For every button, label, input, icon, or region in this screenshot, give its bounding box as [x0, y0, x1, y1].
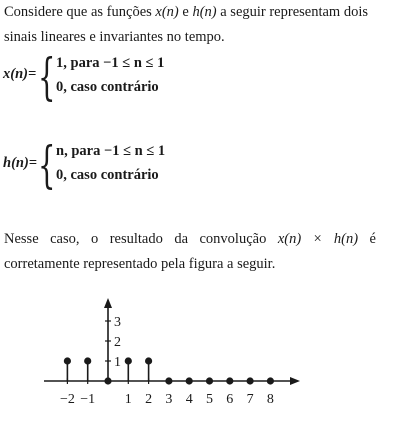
stem-point [186, 377, 193, 384]
convolution-expression: x(n) × h(n) [277, 231, 359, 247]
stem-point [165, 377, 172, 384]
stem-point [145, 357, 152, 364]
stem-point [226, 377, 233, 384]
question-line-2: corretamente representado pela figura a seguir. [4, 256, 276, 272]
stem-point [267, 377, 274, 384]
x-tick-label: 1 [124, 392, 132, 407]
question-text-end: é [358, 231, 376, 247]
stem-point [247, 377, 254, 384]
h-def-label: h(n)= [3, 155, 38, 171]
x-axis-arrow [290, 377, 300, 385]
x-tick-label: 2 [145, 392, 153, 407]
intro-line-2: sinais lineares e invariantes no tempo. [4, 29, 225, 45]
x-function-name: x(n) [155, 4, 179, 20]
x-def-label: x(n)= [3, 66, 37, 82]
y-tick-label: 3 [114, 315, 121, 330]
x-tick-label: 7 [246, 392, 254, 407]
x-def-brace: { [38, 48, 56, 106]
x-def-case-2: 0, caso contrário [56, 79, 159, 95]
x-tick-label: 4 [185, 392, 193, 407]
x-tick-label: 6 [226, 392, 234, 407]
y-tick-label: 2 [114, 335, 121, 350]
intro-text-end: a seguir representam dois [216, 4, 369, 20]
intro-text: Considere que as funções [4, 4, 156, 20]
h-def-case-1: n, para −1 ≤ n ≤ 1 [56, 143, 166, 159]
x-tick-label: −1 [80, 392, 96, 407]
stem-point [206, 377, 213, 384]
question-text: Nesse caso, o resultado da convolução [4, 231, 278, 247]
x-tick-label: −2 [59, 392, 75, 407]
y-axis-arrow [104, 298, 112, 308]
h-def-case-2: 0, caso contrário [56, 167, 159, 183]
intro-and: e [178, 4, 193, 20]
y-tick-label: 1 [114, 355, 121, 370]
stem-point [104, 377, 111, 384]
x-def-case-1: 1, para −1 ≤ n ≤ 1 [56, 55, 165, 71]
stem-point [125, 357, 132, 364]
stem-point [84, 357, 91, 364]
x-tick-label: 5 [206, 392, 213, 407]
x-tick-label: 8 [266, 392, 274, 407]
stem-point [64, 357, 71, 364]
h-def-brace: { [38, 136, 56, 194]
x-tick-label: 3 [165, 392, 173, 407]
h-function-name: h(n) [192, 4, 217, 20]
